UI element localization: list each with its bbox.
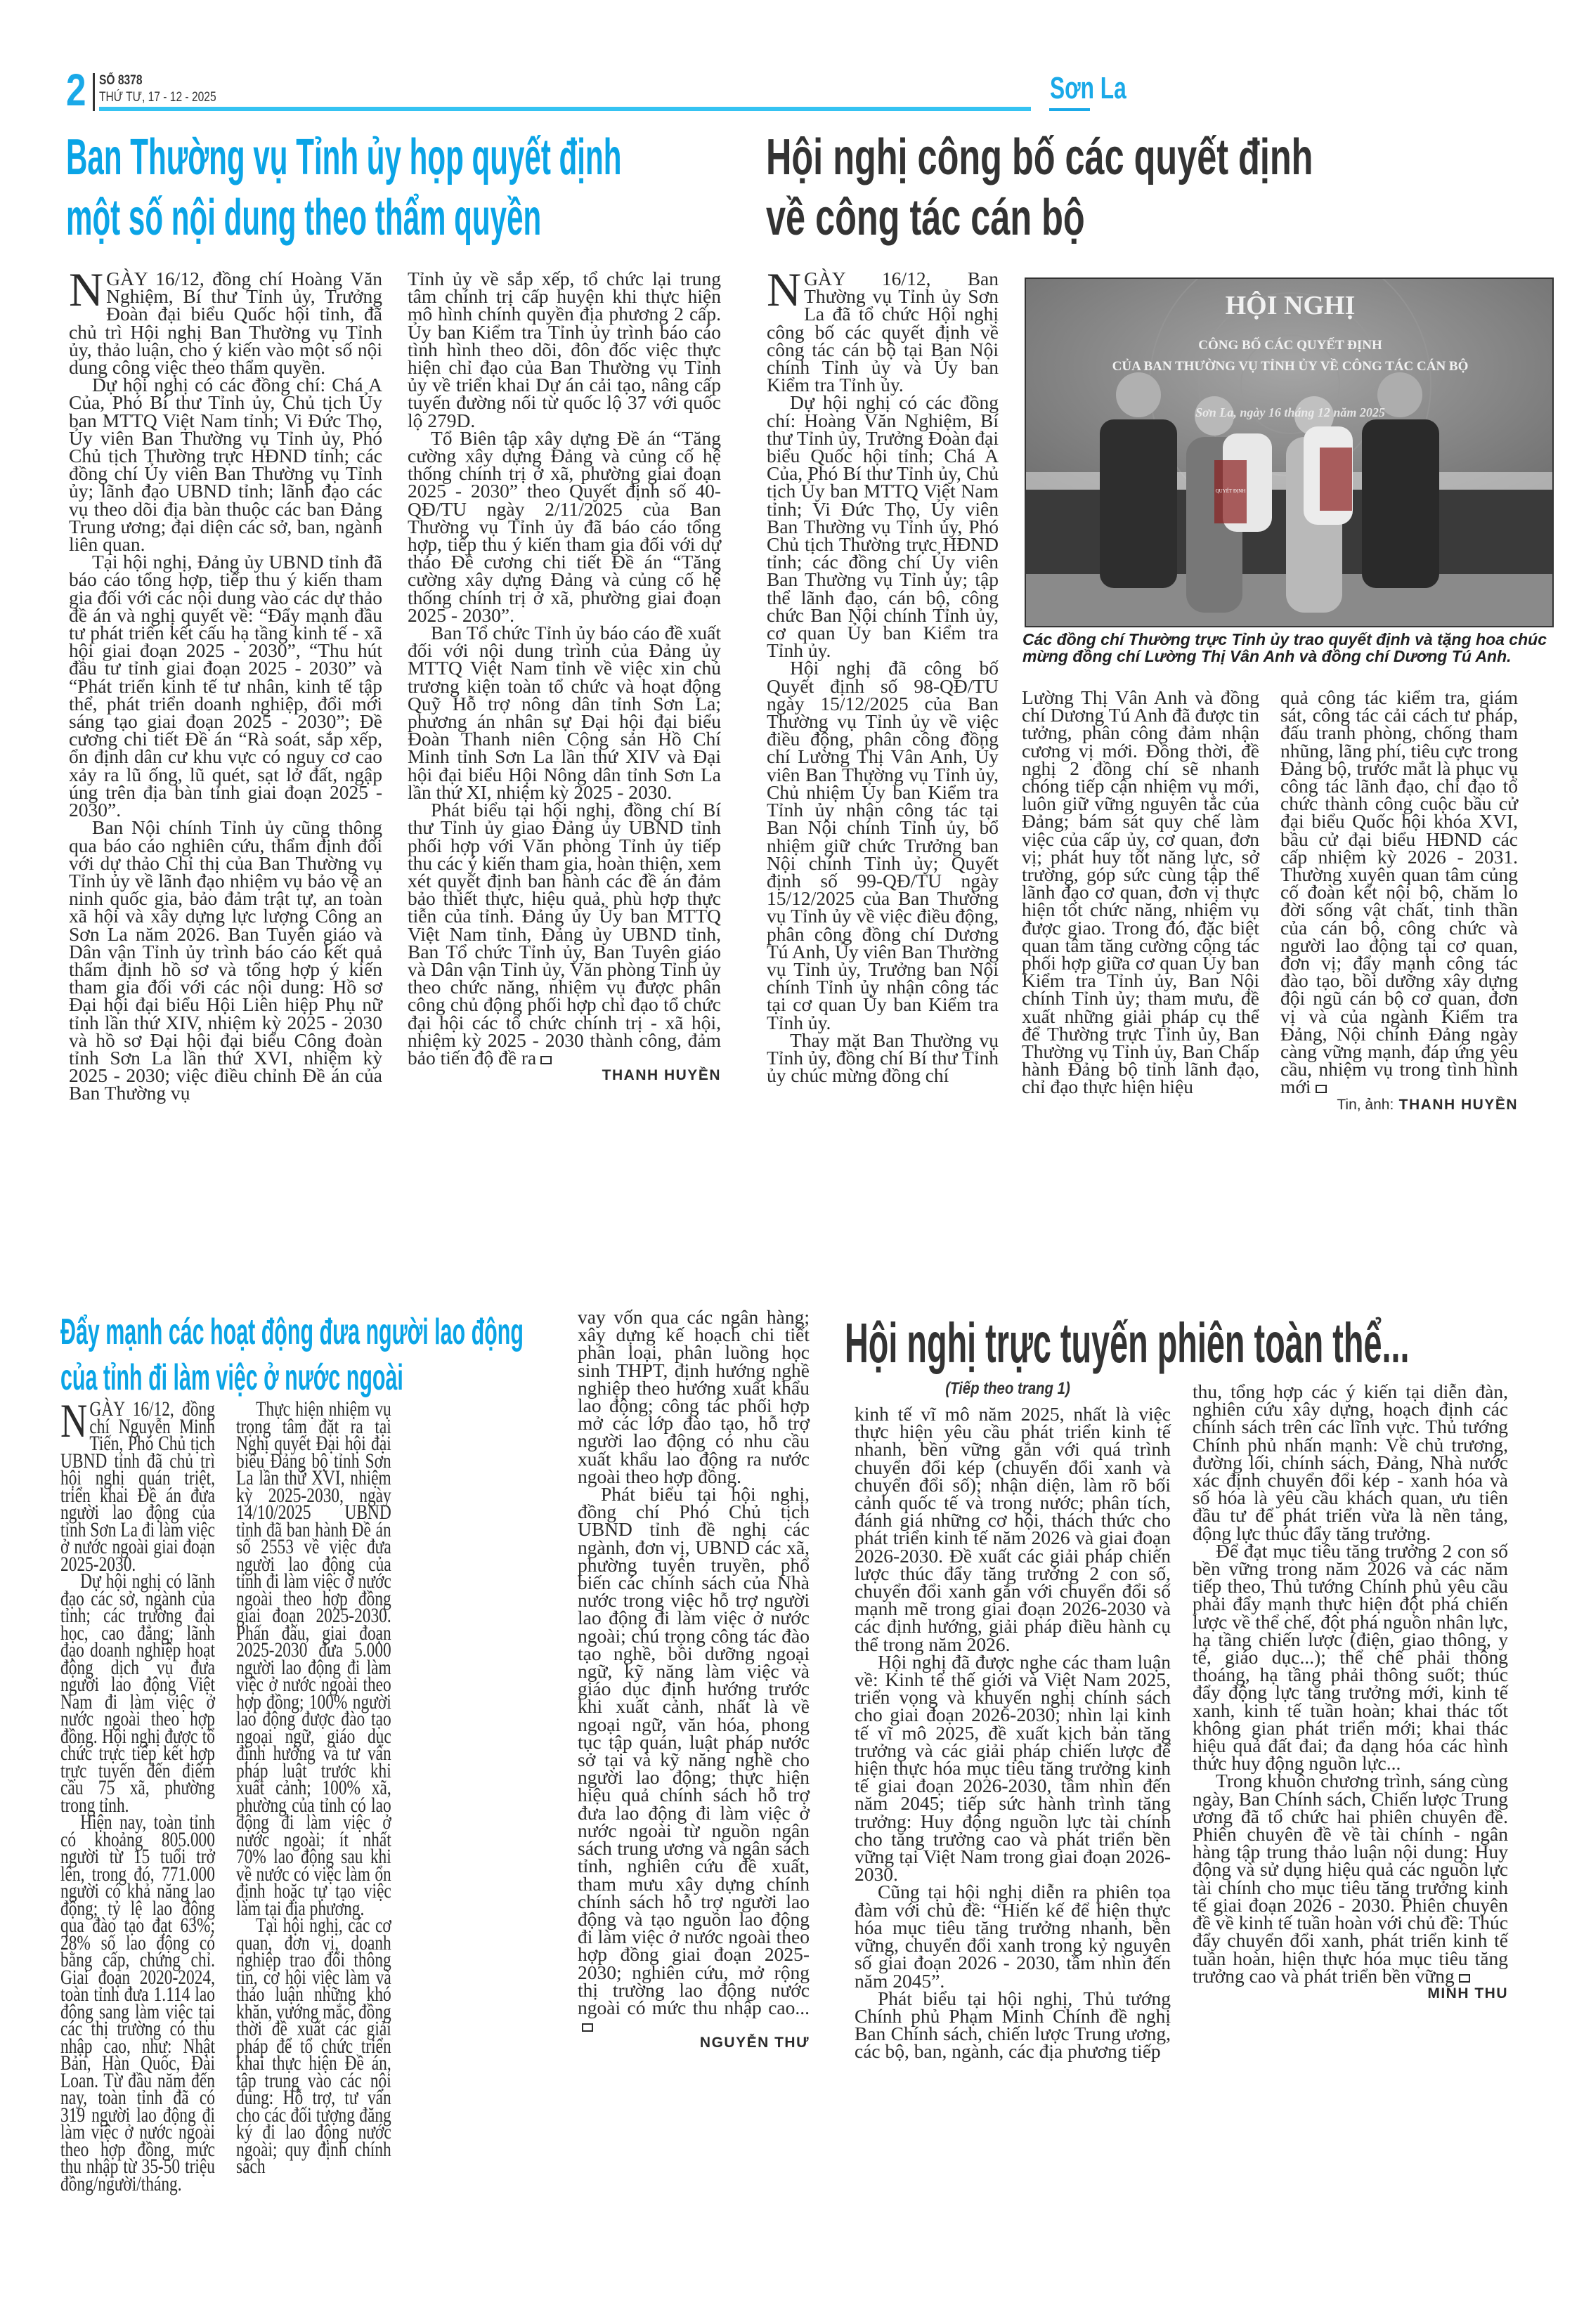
paragraph: Phát biểu tại hội nghị, Thủ tướng Chính phủ Phạm Minh Chính đề nghị Ban Chính sách, chiến lược Trung ương, các bộ, ban, ngành, các địa phương tiếp [855,1987,1171,2063]
dropcap: N [60,1394,88,1447]
paragraph: GÀY 16/12, đồng chí Nguyễn Minh Tiến, Phó Chủ tịch UBND tỉnh đã chủ trì hội nghị quán triệt, triển khai Đề án đưa người lao động của tỉnh Sơn La đi làm việc ở nước ngoài giai đoạn 2025-2030. [60,1397,215,1576]
dropcap: N [767,263,802,316]
article3-column-1 [60,1394,215,2195]
photo-illustration [1026,279,1554,627]
section-name: Sơn La [1050,71,1126,105]
paragraph: Phát biểu tại hội nghị, đồng chí Phó Chủ tịch UBND tỉnh đề nghị các ngành, đơn vị, UBND các xã, phường tuyên truyền, phổ biến các chính sách của Nhà nước trong việc hỗ trợ người lao động đi làm việc ở nước ngoài; chú trọng công tác đào tạo nghề, bồi dưỡng ngoại ngữ, kỹ năng làm việc và giáo dục định hướng trước khi xuất cảnh, nhất là về ngoại ngữ, văn hóa, phong tục tập quán, luật pháp nước sở tại và kỹ năng nghề cho người lao động; thực hiện hiệu quả chính sách hỗ trợ đưa lao động đi làm việc ở nước ngoài từ nguồn ngân sách trung ương và ngân sách tỉnh, nghiên cứu đề xuất, tham mưu xây dựng chính chính sách hỗ trợ người lao động và tạo nguồn lao động đi làm việc ở nước ngoài theo hợp đồng giai đoạn 2025-2030; nghiên cứu, mở rộng thị trường lao động nước ngoài có mức thu nhập cao... [578,1485,810,2034]
header-rule [99,107,1031,111]
news-photo [1025,278,1554,627]
paragraph: Ban Nội chính Tỉnh ủy cũng thông qua báo cáo nghiên cứu, thẩm định đối với dự thảo Chỉ thị của Ban Thường vụ Tỉnh ủy về lãnh đạo nhiệm vụ bảo vệ an ninh quốc gia, bảo đảm trật tự, an toàn xã hội và xây dựng lực lượng Công an Sơn La năm 2026. Ban Tuyên giáo và Dân vận Tỉnh ủy trình báo cáo kết quả thẩm định hồ sơ và tổng hợp ý kiến tham gia đối với các nội dung: Hồ sơ Đại hội đại biểu Hội Liên hiệp Phụ nữ tỉnh lần thứ XIV, nhiệm kỳ 2025 - 2030 và hồ sơ Đại hội đại biểu Công đoàn tỉnh Sơn La lần thứ XVI, nhiệm kỳ 2025 - 2030; việc điều chỉnh Đề án của Ban Thường vụ [69,816,382,1104]
paragraph: GÀY 16/12, đồng chí Hoàng Văn Nghiệm, Bí thư Tỉnh ủy, Trưởng Đoàn đại biểu Quốc hội tỉnh, đã chủ trì Hội nghị Ban Thường vụ Tỉnh ủy, thảo luận, cho ý kiến vào một số nội dung công việc theo thẩm quyền. [69,268,382,379]
paragraph: Hiện nay, toàn tỉnh có khoảng 805.000 người từ 15 tuổi trở lên, trong đó, 771.000 người có khả năng lao động; tỷ lệ lao động qua đào tạo đạt 63%; 28% số lao động có bằng cấp, chứng chỉ. Giai đoạn 2020-2024, toàn tỉnh đưa 1.114 lao động sang làm việc tại các thị trường có thu nhập cao, như: Nhật Bản, Hàn Quốc, Đài Loan. Từ đầu năm đến nay, toàn tỉnh đã có 319 người lao động đi làm việc ở nước ngoài theo hợp đồng, mức thu nhập từ 35-50 triệu đồng/người/tháng. [60,1810,215,2195]
photo-banner-title: HỘI NGHỊ [1225,291,1356,320]
end-mark-icon [540,1056,552,1064]
article1-column-1 [69,263,382,1104]
paragraph: Lường Thị Vân Anh và đồng chí Dương Tú Anh đã được tin tưởng, phân công đảm nhận cương vị mới. Đồng thời, đề nghị 2 đồng chí sẽ nhanh chóng tiếp cận nhiệm vụ mới, luôn giữ vững nguyên tắc của Đảng; bám sát quy chế làm việc của cấp ủy, cơ quan, đơn vị; phát huy tốt năng lực, sở trường, góp sức cùng tập thể lãnh đạo cơ quan, đơn vị thực hiện tốt chức năng, nhiệm vụ được giao. Trong đó, đặc biệt quan tâm tăng cường công tác phối hợp giữa cơ quan Ủy ban Kiểm tra Tỉnh ủy, Ban Nội chính Tỉnh ủy; tham mưu, đề xuất những giải pháp cụ thể để Thường trực Tỉnh ủy, Ban Thường vụ Tỉnh ủy, Ban Chấp hành Đảng bộ tỉnh lãnh đạo, chỉ đạo thực hiện hiệu [1022,686,1259,1098]
section-underline [1049,108,1090,111]
paragraph: kinh tế vĩ mô năm 2025, nhất là việc thực hiện yêu cầu phát triển kinh tế nhanh, bền vững gắn với quá trình chuyển đổi kép (chuyển đổi xanh và chuyển đổi số); nhận diện, làm rõ bối cảnh quốc tế và trong nước; phân tích, đánh giá những cơ hội, thách thức cho phát triển kinh tế năm 2026 và giai đoạn 2026-2030. Đề xuất các giải pháp chiến lược thúc đẩy tăng trưởng 2 con số, chuyển đổi xanh gắn với chuyển đổi số mạnh mẽ trong giai đoạn 2026-2030 và các định hướng, giải pháp điều hành cụ thể trong năm 2026. [855,1403,1171,1655]
article1-title-line2: một số nội dung theo thẩm quyền [66,190,542,246]
paragraph: Thay mặt Ban Thường vụ Tỉnh ủy, đồng chí Bí thư Tỉnh ủy chúc mừng đồng chí [767,1029,999,1087]
header-divider [93,73,95,111]
article4-column-2 [1193,1380,1508,2002]
paragraph: Dự hội nghị có các đồng chí: Hoàng Văn Nghiệm, Bí thư Tỉnh ủy, Trưởng Đoàn đại biểu Quốc hội tỉnh; Chá A Của, Phó Bí thư Tỉnh ủy, Chủ tịch Ủy ban MTTQ Việt Nam tỉnh; Vi Đức Thọ, Ủy viên Ban Thường vụ Tỉnh ủy, Phó Chủ tịch Thường trực HĐND tỉnh; các đồng chí Ủy viên Ban Thường vụ Tỉnh ủy; tập thể lãnh đạo, cán bộ, công chức Ban Nội chính Tỉnh ủy, cơ quan Ủy ban Kiểm tra Tỉnh ủy. [767,391,999,662]
paragraph: Tỉnh ủy về sắp xếp, tổ chức lại trung tâm chính trị cấp huyện khi thực hiện mô hình chính quyền địa phương 2 cấp. Ủy ban Kiểm tra Tỉnh ủy trình báo cáo tình hình theo dõi, đôn đốc việc thực hiện chỉ đạo của Ban Thường vụ Tỉnh ủy về triển khai Dự án cải tạo, nâng cấp tuyến đường nối từ quốc lộ 37 với quốc lộ 279D. [408,268,721,431]
photo-caption: Các đồng chí Thường trực Tỉnh ủy trao quyết định và tặng hoa chúc mừng đồng chí Lường Thị Vân Anh và đồng chí Dương Tú Anh. [1022,630,1547,665]
end-mark-icon [582,2023,593,2032]
paragraph: Tổ Biên tập xây dựng Đề án “Tăng cường xây dựng Đảng và củng cố hệ thống chính trị ở xã, phường giai đoạn 2025 - 2030” theo Quyết định số 40-QĐ/TU ngày 2/11/2025 của Ban Thường vụ Tỉnh ủy đã báo cáo tổng hợp, tiếp thu ý kiến tham gia đối với dự thảo Đề cương chi tiết Đề án “Tăng cường xây dựng Đảng và củng cố hệ thống chính trị ở xã, phường giai đoạn 2025 - 2030”. [408,426,721,626]
article3-column-3 [578,1308,810,2052]
issue-number: SỐ 8378 [99,73,143,88]
end-mark-icon [1459,1974,1470,1983]
article3-byline: NGUYỄN THƯ [699,2035,810,2051]
paragraph: Để đạt mục tiêu tăng trưởng 2 con số bền vững trong năm 2026 và các năm tiếp theo, Thủ tướng Chính phủ yêu cầu phải đẩy mạnh thực hiện đột phá chiến lược về thể chế, đột phá nguồn nhân lực, hạ tầng chiến lược (điện, giao thông, y tế, giáo dục...); thể chế phải thông thoáng, hạ tầng phải thông suốt; thúc đẩy động lực tăng trưởng mới, kinh tế xanh, kinh tế tuần hoàn; khai thác tốt không gian phát triển mới; khai thác hiệu quả đất đai; đa dạng hóa các hình thức huy động nguồn lực... [1193,1539,1508,1775]
photo-folder-label: QUYẾT ĐỊNH [1215,488,1246,494]
paragraph: Hội nghị đã công bố Quyết định số 98-QĐ/TU ngày 15/12/2025 của Ban Thường vụ Tỉnh ủy về việc điều động, phân công đồng chí Lường Thị Vân Anh, Ủy viên Ban Thường vụ Tỉnh ủy, Chủ nhiệm Ủy ban Kiểm tra Tỉnh ủy nhận công tác tại Ban Nội chính Tỉnh ủy, bổ nhiệm giữ chức Trưởng ban Nội chính Tỉnh ủy; Quyết định số 99-QĐ/TU ngày 15/12/2025 của Ban Thường vụ Tỉnh ủy về việc điều động, phân công đồng chí Dương Tú Anh, Ủy viên Ban Thường vụ Tỉnh ủy, Trưởng ban Nội chính Tỉnh ủy nhận công tác tại cơ quan Ủy ban Kiểm tra Tỉnh ủy. [767,657,999,1033]
article3-title-line2: của tỉnh đi làm việc ở nước ngoài [60,1357,403,1398]
paragraph: GÀY 16/12, Ban Thường vụ Tỉnh ủy Sơn La đã tổ chức Hội nghị công bố các quyết định về công tác cán bộ tại Ban Nội chính Tỉnh ủy và Ủy ban Kiểm tra Tỉnh ủy. [767,268,999,396]
article2-title-line1: Hội nghị công bố các quyết định [766,129,1313,185]
paragraph: Ban Tổ chức Tỉnh ủy báo cáo đề xuất đối với nội dung trình của Đảng ủy MTTQ Việt Nam tỉnh về việc xin chủ trương kiện toàn tổ chức và hoạt động Quỹ Hỗ trợ nông dân tỉnh Sơn La; phương án nhân sự Đại hội đại biểu Đoàn Thanh niên Cộng sản Hồ Chí Minh tỉnh Sơn La lần thứ XIV và Đại hội đại biểu Hội Nông dân tỉnh Sơn La lần thứ XI, nhiệm kỳ 2025 - 2030. [408,622,721,803]
continued-from-note: (Tiếp theo trang 1) [945,1379,1070,1398]
paragraph: Phát biểu tại hội nghị, đồng chí Bí thư Tỉnh ủy giao Đảng ủy UBND tỉnh phối hợp với Văn phòng Tỉnh ủy tiếp thu các ý kiến tham gia, hoàn thiện, xem xét quyết định ban hành các đề án đảm bảo thiết thực, hiệu quả, phù hợp thực tiễn của tỉnh. Đảng ủy Ủy ban MTTQ Việt Nam tỉnh, Đảng ủy UBND tỉnh, Ban Tổ chức Tỉnh ủy, Ban Tuyên giáo và Dân vận Tỉnh ủy, Văn phòng Tỉnh ủy theo chức năng, nhiệm vụ được phân công chủ động phối hợp chỉ đạo tổ chức đại hội các tổ chức chính trị - xã hội, nhiệm kỳ 2025 - 2030 thành công, đảm bảo tiến độ đề ra [408,799,721,1069]
paragraph: Hội nghị đã được nghe các tham luận về: Kinh tế thế giới và Việt Nam 2025, triển vọng và khuyến nghị chính sách cho giai đoạn 2026-2030; nhìn lại kinh tế vĩ mô 2025, đề xuất kịch bản tăng trưởng và các giải pháp chiến lược để hiện thực hóa mục tiêu tăng trưởng kinh tế giai đoạn 2026-2030, tầm nhìn đến năm 2045; tiếp sức hành trình tăng trưởng: Huy động nguồn lực tài chính cho tăng trưởng cao và phát triển bền vững tại Việt Nam trong giai đoạn 2026-2030. [855,1650,1171,1886]
issue-date: THỨ TƯ, 17 - 12 - 2025 [99,90,216,105]
article3-title-line1: Đẩy mạnh các hoạt động đưa người lao động [60,1312,524,1352]
paragraph: Tại hội nghị, Đảng ủy UBND tỉnh đã báo cáo tổng hợp, tiếp thu ý kiến tham gia đối với các nội dung vào các dự thảo đề án và nghị quyết về: “Đẩy mạnh đầu tư phát triển kết cấu hạ tầng kinh tế - xã hội giai đoạn 2025 - 2030”, “Thu hút đầu tư tỉnh giai đoạn 2025 - 2030” và “Phát triển kinh tế tư nhân, kinh tế tập thể, phát triển doanh nghiệp, đổi mới sáng tạo giai đoạn 2025 - 2030”; Đề cương chi tiết Đề án “Rà soát, sắp xếp, ổn định dân cư khu vực có nguy cơ cao xảy ra lũ ống, lũ quét, sạt lở đất, ngập úng trên địa bàn tỉnh giai đoạn 2025 - 2030”. [69,551,382,821]
photo-banner-line3: CỦA BAN THƯỜNG VỤ TỈNH ỦY VỀ CÔNG TÁC CÁN BỘ [1112,359,1469,374]
article2-title-line2: về công tác cán bộ [766,190,1085,246]
paragraph: Thực hiện nhiệm vụ trọng tâm đặt ra tại Nghị quyết Đại hội đại biểu Đảng bộ tỉnh Sơn La lần thứ XVI, nhiệm kỳ 2025-2030, ngày 14/10/2025 UBND tỉnh đã ban hành Đề án số 2553 về việc đưa người lao động của tỉnh đi làm việc ở nước ngoài theo hợp đồng giai đoạn 2025-2030. Phấn đấu, giai đoạn 2025-2030 đưa 5.000 người lao động đi làm việc ở nước ngoài theo hợp đồng; 100% người lao động được đào tạo ngoại ngữ, giáo dục định hướng và tư vấn pháp luật trước khi xuất cảnh; 100% xã, phường của tỉnh có lao động đi làm việc ở nước ngoài; ít nhất 70% lao động sau khi về nước có việc làm ổn định hoặc tự tạo việc làm tại địa phương. [236,1397,391,1920]
article3-column-2 [236,1397,391,2178]
paragraph: Cũng tại hội nghị diễn ra phiên tọa đàm với chủ đề: “Hiến kế để hiện thực hóa mục tiêu tăng trưởng nhanh, bền vững, chuyển đổi xanh trong kỷ nguyên số giai đoạn 2026 - 2030, tầm nhìn đến năm 2045”. [855,1881,1171,1992]
paragraph: Dự hội nghị có lãnh đạo các sở, ngành của tỉnh; các trường đại học, cao đẳng; lãnh đạo doanh nghiệp hoạt động dịch vụ đưa người lao động Việt Nam đi làm việc ở nước ngoài theo hợp đồng. Hội nghị được tổ chức trực tiếp kết hợp trực tuyến đến điểm cầu 75 xã, phường trong tỉnh. [60,1569,215,1817]
article4-column-1 [855,1405,1171,2061]
paragraph: quả công tác kiểm tra, giám sát, công tác cải cách tư pháp, đấu tranh phòng, chống tham nhũng, lãng phí, tiêu cực trong Đảng bộ, trước mắt là phục vụ công tác lãnh đạo, chỉ đạo tổ chức thành công cuộc bầu cử đại biểu Quốc hội khóa XVI, bầu cử đại biểu HĐND các cấp nhiệm kỳ 2026 - 2031. Thường xuyên quan tâm củng cố đoàn kết nội bộ, chăm lo đời sống vật chất, tinh thần của cán bộ, công chức và người lao động tại cơ quan, đơn vị; đẩy mạnh công tác đào tạo, bồi dưỡng xây dựng đội ngũ cán bộ cơ quan, đơn vị và của ngành Kiểm tra Đảng, Nội chính Đảng ngày càng vững mạnh, đáp ứng yêu cầu, nhiệm vụ trong tình hình mới [1280,686,1518,1098]
article2-byline: Tin, ảnh: THANH HUYỀN [1337,1096,1518,1113]
photo-banner-date: Sơn La, ngày 16 tháng 12 năm 2025 [1195,405,1385,419]
page-number: 2 [66,65,86,115]
paragraph: Tại hội nghị, các cơ quan, đơn vị, doanh nghiệp trao đổi thông tin, cơ hội việc làm và thảo luận những khó khăn, vướng mắc, đồng thời đề xuất các giải pháp để tổ chức triển khai thực hiện Đề án, tập trung vào các nội dung: Hỗ trợ, tư vấn cho các đối tượng đăng ký đi lao động nước ngoài; quy định chính sách [236,1914,391,2178]
paragraph: vay vốn qua các ngân hàng; xây dựng kế hoạch chi tiết phân loại, phân luồng học sinh THPT, định hướng nghề nghiệp theo hướng xuất khẩu lao động; công tác phối hợp mở các lớp đào tạo, hỗ trợ người lao động có nhu cầu xuất khẩu lao động ra nước ngoài theo hợp đồng. [578,1306,810,1487]
article1-column-2 [408,270,721,1084]
article1-title-line1: Ban Thường vụ Tỉnh ủy họp quyết định [66,129,622,185]
article1-byline: THANH HUYỀN [602,1067,721,1084]
paragraph: thu, tổng hợp các ý kiến tại diễn đàn, nghiên cứu xây dựng, hoạch định các chính sách trên các lĩnh vực. Thủ tướng Chính phủ nhấn mạnh: Về chủ trương, đường lối, chính sách, Đảng, Nhà nước xác định chuyển đổi kép - xanh hóa và số hóa là yêu cầu khách quan, ưu tiên đầu tư để phát triển vừa là nền tảng, động lực thúc đẩy tăng trưởng. [1193,1380,1508,1544]
article4-title: Hội nghị trực tuyến phiên toàn thể... [845,1312,1410,1374]
paragraph: Trong khuôn chương trình, sáng cùng ngày, Ban Chính sách, Chiến lược Trung ương đã tổ chức hai phiên chuyên đề. Phiên chuyên đề về tài chính - ngân hàng tập trung thảo luận nội dung: Huy động và sử dụng hiệu quả các nguồn lực tài chính cho mục tiêu tăng trưởng kinh tế giai đoạn 2026 - 2030. Phiên chuyên đề về kinh tế tuần hoàn với chủ đề: Thúc đẩy chuyển đổi xanh, phát triển kinh tế tuần hoàn, hiện thực hóa mục tiêu tăng trưởng cao và phát triển bền vững [1193,1770,1508,1987]
article2-column-3 [1280,688,1518,1114]
article4-byline: MINH THU [1427,1985,1508,2002]
paragraph: Dự hội nghị có các đồng chí: Chá A Của, Phó Bí thư Tỉnh ủy, Chủ tịch Ủy ban MTTQ Việt Nam tỉnh; Vi Đức Thọ, Ủy viên Ban Thường vụ Tỉnh ủy, Phó Chủ tịch Thường trực HĐND tỉnh; các đồng chí Ủy viên Ban Thường vụ Tỉnh ủy; lãnh đạo UBND tỉnh; lãnh đạo các vụ theo dõi địa bàn thuộc các ban Đảng Trung ương; đại diện các sở, ban, ngành liên quan. [69,374,382,556]
photo-banner-line2: CÔNG BỐ CÁC QUYẾT ĐỊNH [1198,338,1382,353]
article2-column-2 [1022,688,1259,1096]
article2-column-1 [767,263,999,1087]
dropcap: N [69,263,104,316]
end-mark-icon [1316,1085,1327,1093]
